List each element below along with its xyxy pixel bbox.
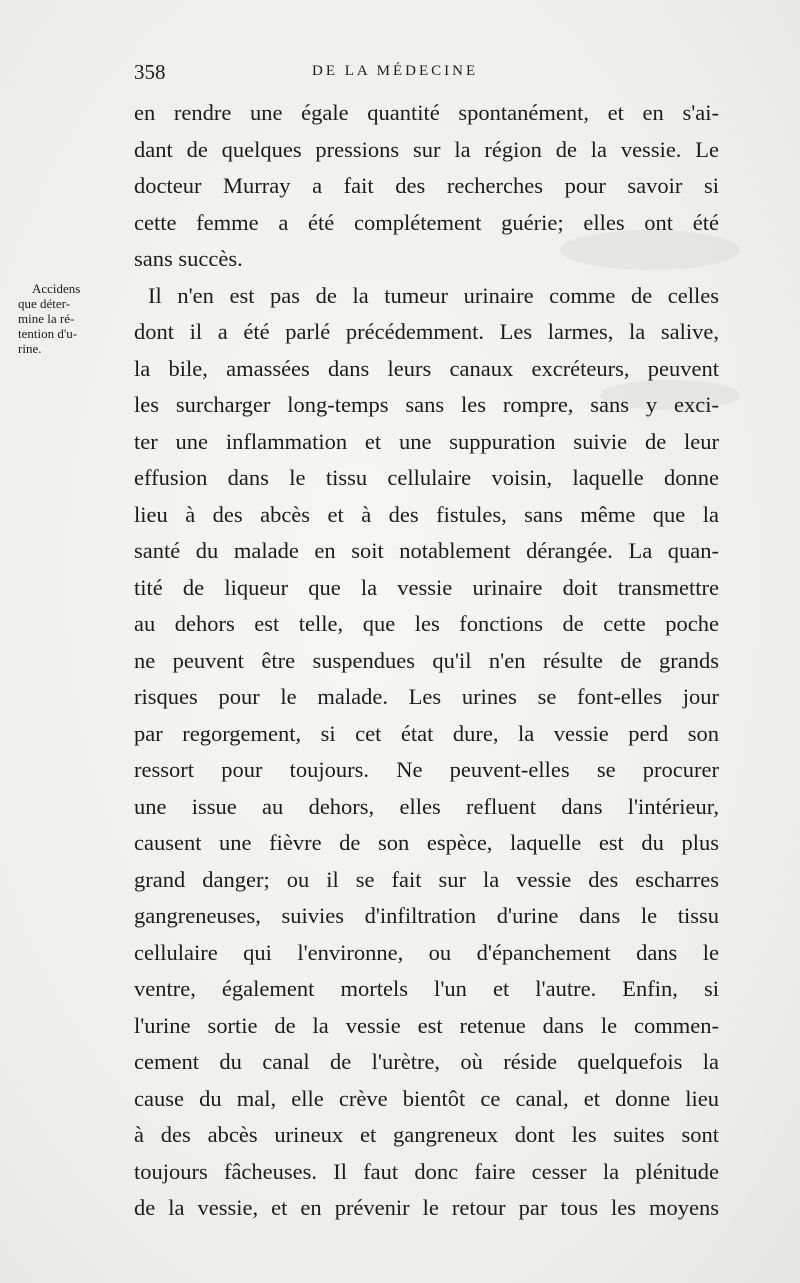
body-text: [134, 95, 719, 1227]
margin-note-line: mine la ré-: [18, 311, 75, 326]
text-line: à des abcès urineux et gangreneux dont les suites sont: [134, 1122, 719, 1147]
text-line: lieu à des abcès et à des fistules, sans même que la: [134, 501, 719, 527]
text-line: causent une fièvre de son espèce, laquelle est du plus: [134, 830, 719, 855]
running-title: DE LA MÉDECINE: [312, 63, 479, 79]
text-line: ressort pour toujours. Ne peuvent-elles se procurer: [134, 757, 719, 782]
text-line: santé du malade en soit notablement dérangée. La quan-: [134, 538, 719, 563]
text-line: ventre, également mortels l'un et l'autre. Enfin, si: [134, 976, 719, 1001]
text-line: sans succès.: [134, 246, 243, 271]
text-line: cellulaire qui l'environne, ou d'épanchement dans le: [134, 939, 719, 965]
text-line: l'urine sortie de la vessie est retenue dans le commen-: [134, 1012, 719, 1038]
margin-note-line: tention d'u-: [18, 326, 78, 341]
text-line: dont il a été parlé précédemment. Les larmes, la salive,: [134, 319, 719, 344]
text-line: cement du canal de l'urètre, où réside quelquefois la: [134, 1049, 719, 1074]
text-line: une issue au dehors, elles refluent dans l'intérieur,: [134, 793, 719, 819]
text-line: Il n'en est pas de la tumeur urinaire comme de celles: [148, 282, 719, 308]
margin-note-line: que déter-: [18, 296, 71, 311]
text-line: par regorgement, si cet état dure, la vessie perd son: [134, 720, 719, 746]
text-line: de la vessie, et en prévenir le retour par tous les moyens: [134, 1195, 719, 1220]
text-line: la bile, amassées dans leurs canaux excréteurs, peuvent: [134, 355, 719, 381]
text-line: effusion dans le tissu cellulaire voisin, laquelle donne: [134, 465, 719, 490]
text-line: cause du mal, elle crève bientôt ce canal, et donne lieu: [134, 1085, 719, 1111]
margin-note: [18, 281, 126, 356]
text-line: grand danger; ou il se fait sur la vessie des escharres: [134, 866, 719, 892]
text-line: risques pour le malade. Les urines se font-elles jour: [134, 684, 719, 709]
text-line: au dehors est telle, que les fonctions de cette poche: [134, 611, 719, 636]
running-head: [134, 60, 734, 90]
text-line: les surcharger long-temps sans les rompre, sans y exci-: [134, 392, 719, 417]
text-line: toujours fâcheuses. Il faut donc faire cesser la plénitude: [134, 1158, 719, 1184]
margin-note-line: rine.: [18, 341, 42, 356]
text-line: ter une inflammation et une suppuration suivie de leur: [134, 428, 719, 454]
page-number: 358: [134, 60, 166, 84]
text-line: cette femme a été complétement guérie; elles ont été: [134, 209, 719, 235]
text-line: gangreneuses, suivies d'infiltration d'urine dans le tissu: [134, 903, 719, 928]
margin-note-line: Accidens: [32, 281, 81, 296]
text-line: docteur Murray a fait des recherches pour savoir si: [134, 173, 719, 198]
text-line: ne peuvent être suspendues qu'il n'en résulte de grands: [134, 647, 719, 673]
text-line: tité de liqueur que la vessie urinaire doit transmettre: [134, 574, 719, 600]
text-line: en rendre une égale quantité spontanément, et en s'ai-: [134, 100, 719, 125]
text-line: dant de quelques pressions sur la région de la vessie. Le: [134, 136, 719, 162]
